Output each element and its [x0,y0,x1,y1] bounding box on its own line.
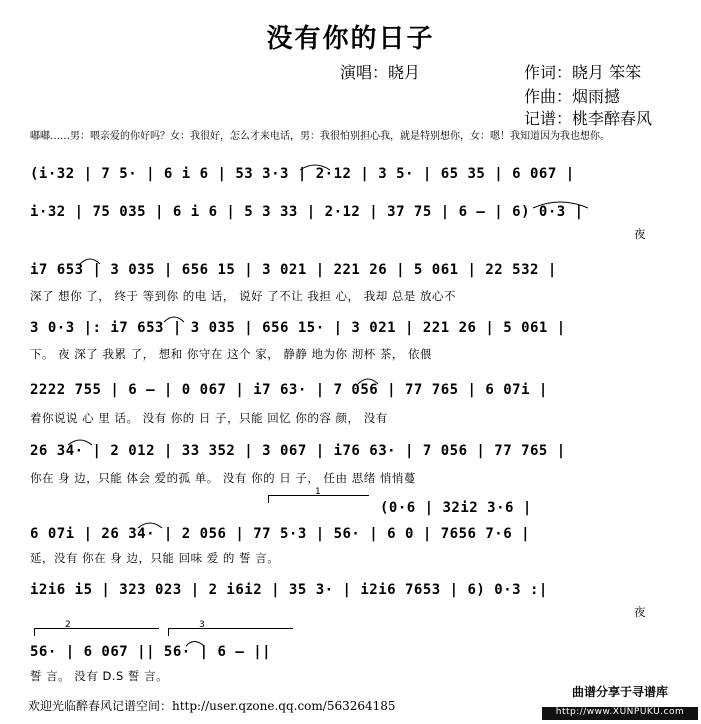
lyric-row-6: 你在 身 边，只能 体会 爱的孤 单。 没有 你的 日 子， 任由 思绪 悄悄蔓 [30,471,416,485]
notation-row-8: i2i6 i5 | 323 023 | 2 i6i2 | 35 3· | i2i6 7653 | 6) 0·3 :| [30,582,548,598]
transcriber-credit: 记谱：桃李醉春风 [524,109,653,128]
lyric-row-2: 夜 [634,227,646,241]
lyric-row-7: 延，没有 你在 身 边，只能 回味 爱 的 誓 言。 [30,551,280,565]
singer-credit: 演唱：晓月 [340,63,421,82]
notation-row-4: 3 0·3 |: i7 653 | 3 035 | 656 15· | 3 021 | 221 26 | 5 061 | [30,320,566,336]
notation-row-9: 56· | 6 067 || 56· | 6 — || [30,644,272,660]
notation-row-1: (i·32 | 7 5· | 6 i 6 | 53 3·3 | 2·12 | 3 5· | 65 35 | 6 067 | [30,166,575,182]
composer-credit: 作曲：烟雨撼 [524,87,621,106]
lyricist-credit: 作词：晓月 笨笨 [524,63,642,82]
lyric-row-9: 誓 言。 没有 D.S 誓 言。 [30,669,169,683]
song-title: 没有你的日子 [266,24,435,54]
intro-dialogue: 嘟嘟……男：喂亲爱的你好吗？女：我很好，怎么才来电话，男：我很怕别担心我，就是特别想你，女：嗯！我知道因为我也想你。 [30,131,610,142]
lyric-row-5: 着你说说 心 里 话。 没有 你的 日 子，只能 回忆 你的容 颜， 没有 [30,411,388,425]
footer-transcriber-link[interactable]: 欢迎光临醉春风记谱空间：http://user.qzone.qq.com/563264185 [28,699,396,713]
footer-site-url[interactable]: http://www.XUNPUKU.com [542,707,698,720]
interlude-notation: (0·6 | 32i2 3·6 | [380,500,532,516]
notation-row-2: i·32 | 75 035 | 6 i 6 | 5 3 33 | 2·12 | 37 75 | 6 — | 6) 0·3 | [30,204,584,220]
lyric-row-3: 深了 想你 了， 终于 等到你 的电 话， 说好 了不让 我担 心， 我却 总是 放心不 [30,289,457,303]
volta-number-2: 2 [65,620,71,630]
notation-row-5: 2222 755 | 6 — | 0 067 | i7 63· | 7 056 | 77 765 | 6 07i | [30,382,548,398]
notation-row-3: i7 653 | 3 035 | 656 15 | 3 021 | 221 26 | 5 061 | 22 532 | [30,262,557,278]
notation-row-7: 6 07i | 26 34· | 2 056 | 77 5·3 | 56· | 6 0 | 7656 7·6 | [30,526,531,542]
lyric-row-4: 下。 夜 深了 我累 了， 想和 你守在 这个 家， 静静 地为你 沏杯 茶， 依偎 [30,347,433,361]
volta-number-1: 1 [315,487,321,497]
notation-row-6: 26 34· | 2 012 | 33 352 | 3 067 | i76 63· | 7 056 | 77 765 | [30,443,566,459]
volta-number-3: 3 [199,620,205,630]
lyric-row-8: 夜 [634,605,646,619]
footer-share-label: 曲谱分享于寻谱库 [571,685,668,699]
